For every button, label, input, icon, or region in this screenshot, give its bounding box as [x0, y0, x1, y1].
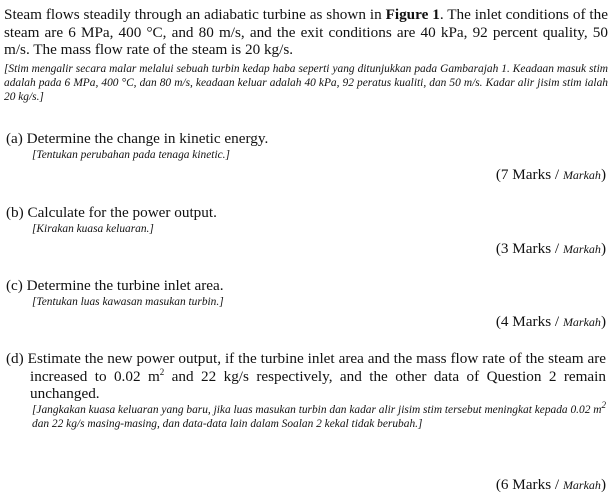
question-a-marks: (7 Marks / Markah)	[495, 166, 606, 183]
question-c-marks: (4 Marks / Markah)	[495, 313, 606, 330]
question-b-text	[6, 204, 606, 222]
question-b-marks: (3 Marks / Markah)	[495, 240, 606, 257]
intro-text-1: Steam flows steadily through an adiabatic turbine as shown in	[4, 6, 386, 23]
question-a-english: Determine the change in kinetic energy.	[26, 130, 269, 147]
question-intro-english	[4, 6, 608, 59]
intro-text-2: . The inlet conditions of the steam are 6 MPa, 400 °C, and 80 m/s, and the exit conditions are 40 kPa, 92 percent quality, 50 m/s. The mass flow rate of the steam is 20 kg/s.	[4, 6, 608, 58]
question-c-english: Determine the turbine inlet area.	[26, 277, 224, 294]
question-d-label: (d)	[6, 350, 24, 367]
question-intro-malay: [Stim mengalir secara malar melalui sebuah turbin kedap haba seperti yang ditunjukkan pada Gambarajah 1. Keadaan masuk stim adalah pada 6 MPa, 400 °C, dan 80 m/s, keadaan keluar adalah 40 kPa, 92 peratus kualiti, dan 50 m/s. Kadar alir jisim stim ialah 20 kg/s.]	[4, 63, 608, 103]
question-c-malay: [Tentukan luas kawasan masukan turbin.]	[32, 295, 224, 308]
question-b-malay: [Kirakan kuasa keluaran.]	[32, 222, 154, 235]
question-d-marks: (6 Marks / Markah)	[495, 476, 606, 493]
question-b	[6, 204, 606, 236]
question-d-malay: [Jangkakan kuasa keluaran yang baru, jika luas masukan turbin dan kadar alir jisim stim tersebut meningkat kepada 0.02 $m^2$ dan 22 kg/s masing-masing, dan data-data lain dalam Soalan 2 kekal tidak berubah.]	[32, 399, 606, 430]
question-a-label: (a)	[6, 130, 23, 147]
question-b-label: (b)	[6, 204, 24, 221]
question-a-text	[6, 130, 606, 148]
question-a	[6, 130, 606, 162]
question-d	[6, 350, 606, 431]
question-a-malay: [Tentukan perubahan pada tenaga kinetic.]	[32, 148, 230, 161]
figure-reference: Figure 1	[385, 6, 440, 23]
question-c-label: (c)	[6, 277, 23, 294]
question-c	[6, 277, 606, 309]
question-b-english: Calculate for the power output.	[27, 204, 217, 221]
question-d-text: (d) Estimate the new power output, if the turbine inlet area and the mass flow rate of the steam are increased to 0.02 $m^2$ and 22 kg/s respectively, and the other data of Question 2 remain unchanged.	[6, 350, 606, 402]
question-c-text	[6, 277, 606, 295]
